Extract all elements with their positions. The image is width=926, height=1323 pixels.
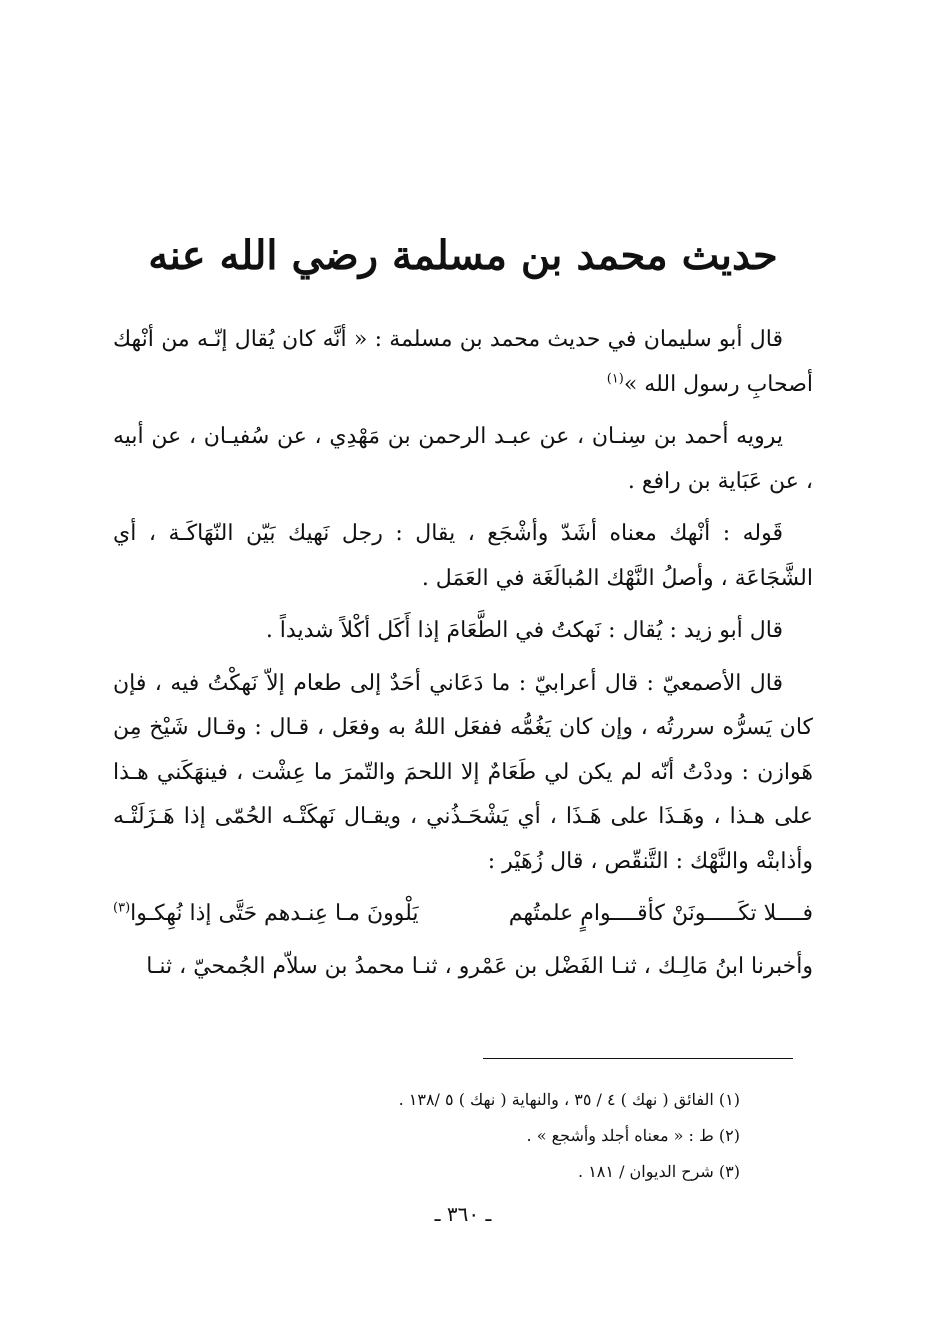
paragraph-2: يرويه أحمد بن سِنـان ، عن عبـد الرحمن بن مَهْدِي ، عن سُفيـان ، عن أبيه ، عن عَبَاية بن رافع . (113, 424, 813, 494)
paragraph-4: قال أبو زيد : يُقال : نَهكتُ في الطَّعَامَ إذا أَكَل أكْلاً شديداً . (265, 618, 783, 643)
page-title: حديث محمد بن مسلمة رضي الله عنه (148, 232, 778, 279)
footnotes (340, 1082, 740, 1190)
paragraph-1 (113, 318, 813, 407)
body-text (113, 318, 813, 997)
verse-second-hemistich-text: يَلْوونَ مـا عِنـدهم حَتَّى إذا نُهِكـوا (130, 901, 419, 926)
paragraph-last: وأخبرنا ابنُ مَالِـك ، ثنـا الفَضْل بن عَمْرو ، ثنـا محمدُ بن سلاّم الجُمحيّ ، ثنـا (146, 953, 813, 979)
footnote-marker-1: (١) (606, 371, 624, 387)
verse-second-hemistich (113, 892, 419, 937)
poetry-verse (113, 892, 813, 937)
footnote-marker-3: (٣) (113, 900, 131, 916)
paragraph-1-text: قال أبو سليمان في حديث محمد بن مسلمة : « أنَّه كان يُقال إنّـه من أنْهك أصحابِ رسول الله » (113, 327, 813, 397)
footnote-3: (٣) شرح الديوان / ١٨١ . (578, 1162, 740, 1181)
verse-first-hemistich: فــــلا تكَـــــونَنْ كأقــــوامٍ علمتُهم (508, 901, 813, 926)
paragraph-5: قال الأصمعيّ : قال أعرابيّ : ما دَعَاني أحَدٌ إلى طعام إلاّ نَهكْتُ فيه ، فإن كان يَسرُّه سررتُه ، وإن كان يَغُمُّه ففعَل اللهُ به وفعَل ، قـال : وقـال شَيْخ مِن هَوازن : وددْتُ أنّه لم يكن لي طَعَامٌ إلا اللحمَ والتّمرَ ما عِشْت ، فينهَكَني هـذا على هـذا ، وهَـذَا على هَـذَا ، أي يَشْحَـذُني ، ويقـال نَهكَتْـه الحُمّى إذا هَـزَلَتْـه وأذابتْه والنَّهْك : التَّنقّص ، قال زُهَيْر : (113, 670, 813, 874)
page-number: ـ ٣٦٠ ـ (434, 1202, 492, 1226)
footnote-1: (١) الفائق ( نهك ) ٤ / ٣٥ ، والنهاية ( نهك ) ٥ /١٣٨ . (398, 1090, 740, 1109)
paragraph-3: قَوله : أنْهك معناه أشَدّ وأشْجَع ، يقال : رجل نَهيك بَيّن النّهَاكَـة ، أي الشَّجَاعَة ، وأصلُ النَّهْك المُبالَغَة في العَمَل . (113, 521, 813, 591)
footnote-2: (٢) ط : « معناه أجلد وأشجع » . (526, 1126, 740, 1145)
footnote-divider (483, 1058, 793, 1059)
